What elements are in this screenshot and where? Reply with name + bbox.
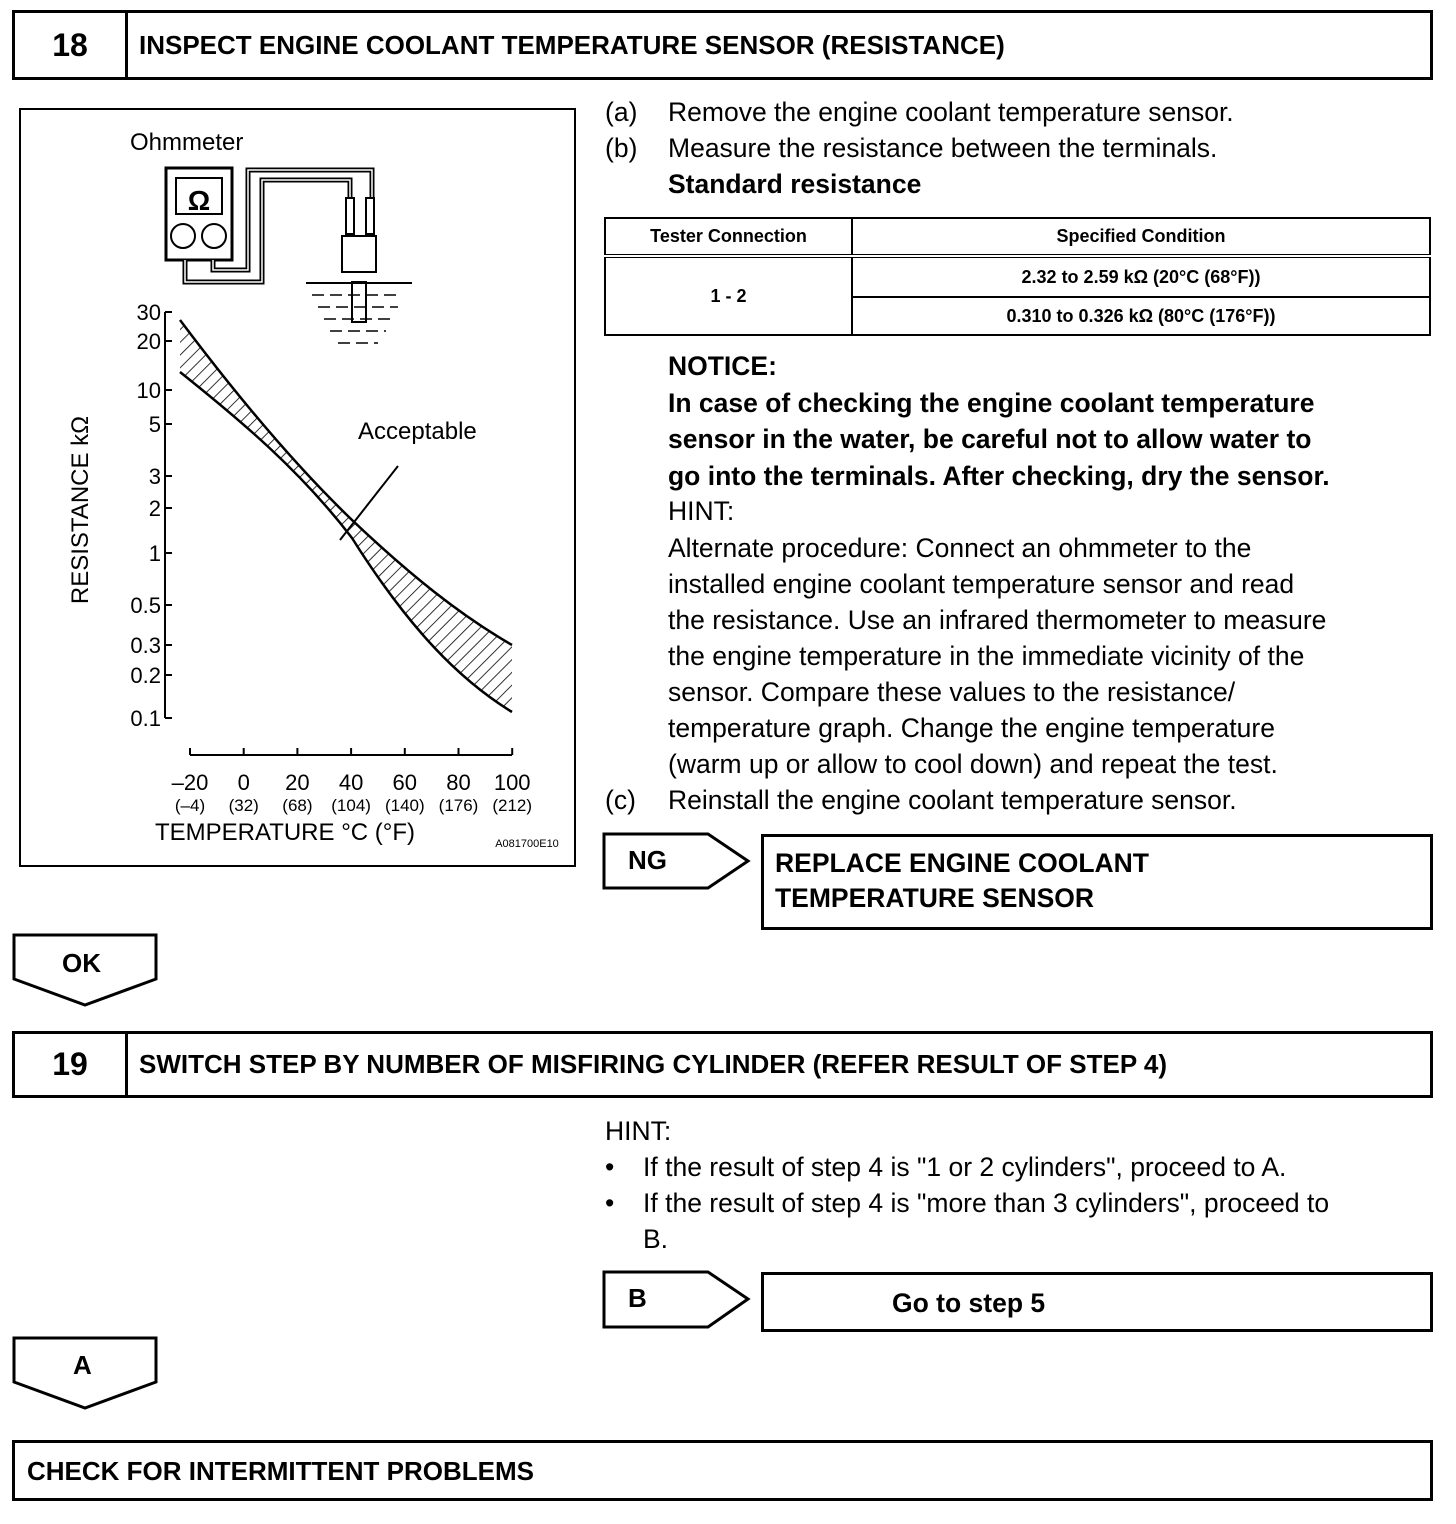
step-a-text: Remove the engine coolant temperature sensor. — [668, 97, 1234, 127]
y-axis-label: RESISTANCE kΩ — [67, 415, 94, 605]
ohmmeter-label: Ohmmeter — [130, 129, 244, 156]
table-cell: 0.310 to 0.326 kΩ (80°C (176°F)) — [852, 297, 1430, 335]
x-tick-label-fahrenheit: (104) — [331, 796, 371, 815]
ng-arrow — [602, 832, 752, 890]
acceptable-label: Acceptable — [358, 418, 477, 445]
svg-text:Ω: Ω — [187, 185, 211, 216]
table-cell: 2.32 to 2.59 kΩ (20°C (68°F)) — [852, 256, 1430, 297]
step-title: INSPECT ENGINE COOLANT TEMPERATURE SENSOR (RESISTANCE) — [139, 29, 1005, 60]
x-tick-label-fahrenheit: (212) — [492, 796, 533, 815]
x-tick-label-celsius: 20 — [285, 770, 310, 795]
hint-line: sensor. Compare these values to the resistance/ — [668, 677, 1236, 707]
hint-line: temperature graph. Change the engine temperature — [668, 713, 1275, 743]
acceptable-band — [180, 320, 512, 712]
ok-label: OK — [62, 948, 101, 978]
sensor-in-water-icon — [306, 198, 412, 343]
b-result-box — [761, 1272, 1433, 1332]
step-b-text: Measure the resistance between the terminals. — [668, 133, 1218, 163]
x-tick-label-fahrenheit: (176) — [438, 796, 479, 815]
figure-id: A081700E10 — [495, 838, 559, 850]
final-step-title: CHECK FOR INTERMITTENT PROBLEMS — [27, 1456, 534, 1486]
hint-line: Alternate procedure: Connect an ohmmeter to the — [668, 533, 1252, 563]
a-label: A — [73, 1350, 92, 1380]
table-header: Tester Connection — [605, 218, 852, 256]
x-tick-label-celsius: 100 — [493, 770, 531, 795]
hint-bullet-text: If the result of step 4 is "1 or 2 cylinders", proceed to A. — [643, 1152, 1287, 1182]
hint-line: the engine temperature in the immediate vicinity of the — [668, 641, 1305, 671]
x-tick-label-celsius: –20 — [171, 770, 209, 795]
step-title: SWITCH STEP BY NUMBER OF MISFIRING CYLINDER (REFER RESULT OF STEP 4) — [139, 1049, 1168, 1079]
x-axis-label: TEMPERATURE °C (°F) — [154, 819, 416, 846]
ng-result-box — [761, 834, 1433, 930]
b-arrow — [602, 1270, 752, 1330]
y-tick-label: 30 — [136, 300, 161, 325]
standard-resistance-table — [604, 217, 1431, 336]
hint-line: installed engine coolant temperature sensor and read — [668, 569, 1295, 599]
y-tick-label: 1 — [148, 541, 161, 566]
hint-line: (warm up or allow to cool down) and repeat the test. — [668, 749, 1278, 779]
step-number: 18 — [15, 13, 128, 77]
y-tick-label: 20 — [136, 329, 161, 354]
x-axis-ticks — [172, 748, 532, 815]
x-tick-label-fahrenheit: (32) — [228, 796, 259, 815]
y-tick-label: 2 — [148, 496, 161, 521]
x-tick-label-fahrenheit: (–4) — [174, 796, 206, 815]
y-tick-label: 0.5 — [130, 593, 161, 618]
y-tick-label: 0.1 — [130, 706, 161, 731]
ng-result-line: TEMPERATURE SENSOR — [775, 883, 1095, 913]
notice-line: go into the terminals. After checking, dry the sensor. — [668, 461, 1330, 491]
step-number: 19 — [15, 1034, 128, 1095]
notice-line: sensor in the water, be careful not to allow water to — [668, 424, 1312, 454]
hint-bullet-text: If the result of step 4 is "more than 3 cylinders", proceed to — [643, 1188, 1330, 1218]
table-header: Specified Condition — [852, 218, 1430, 256]
x-tick-label-celsius: 40 — [338, 770, 364, 795]
y-tick-label: 0.3 — [130, 633, 161, 658]
step-19-header — [12, 1031, 1433, 1098]
step-18-header — [12, 10, 1433, 80]
x-tick-label-fahrenheit: (140) — [384, 796, 425, 815]
hint-title: HINT: — [668, 496, 735, 526]
step-c-text: Reinstall the engine coolant temperature sensor. — [668, 785, 1237, 815]
x-tick-label-celsius: 80 — [446, 770, 471, 795]
hint-title: HINT: — [605, 1116, 672, 1146]
x-tick-label-fahrenheit: (68) — [282, 796, 313, 815]
notice-line: In case of checking the engine coolant temperature — [668, 388, 1315, 418]
y-tick-label: 0.2 — [130, 663, 161, 688]
resistance-graph — [21, 110, 574, 865]
step-a-label: (a) — [605, 97, 638, 127]
resistance-figure — [19, 108, 576, 867]
x-tick-label-celsius: 60 — [392, 770, 418, 795]
step-c-label: (c) — [605, 785, 636, 815]
y-tick-label: 10 — [136, 378, 161, 403]
bullet: • — [605, 1188, 615, 1218]
step-b-label: (b) — [605, 133, 638, 163]
standard-resistance-heading: Standard resistance — [668, 169, 922, 199]
ng-label: NG — [628, 845, 667, 875]
final-step-box — [12, 1440, 1433, 1501]
x-tick-label-celsius: 0 — [237, 770, 250, 795]
hint-bullet-text: B. — [643, 1224, 669, 1254]
b-label: B — [628, 1283, 647, 1313]
ng-result-line: REPLACE ENGINE COOLANT — [775, 848, 1149, 878]
table-cell: 1 - 2 — [605, 256, 852, 335]
y-tick-label: 3 — [148, 464, 161, 489]
hint-line: the resistance. Use an infrared thermometer to measure — [668, 605, 1327, 635]
b-result: Go to step 5 — [892, 1288, 1046, 1318]
y-tick-label: 5 — [148, 412, 161, 437]
bullet: • — [605, 1152, 615, 1182]
notice-title: NOTICE: — [668, 351, 777, 381]
